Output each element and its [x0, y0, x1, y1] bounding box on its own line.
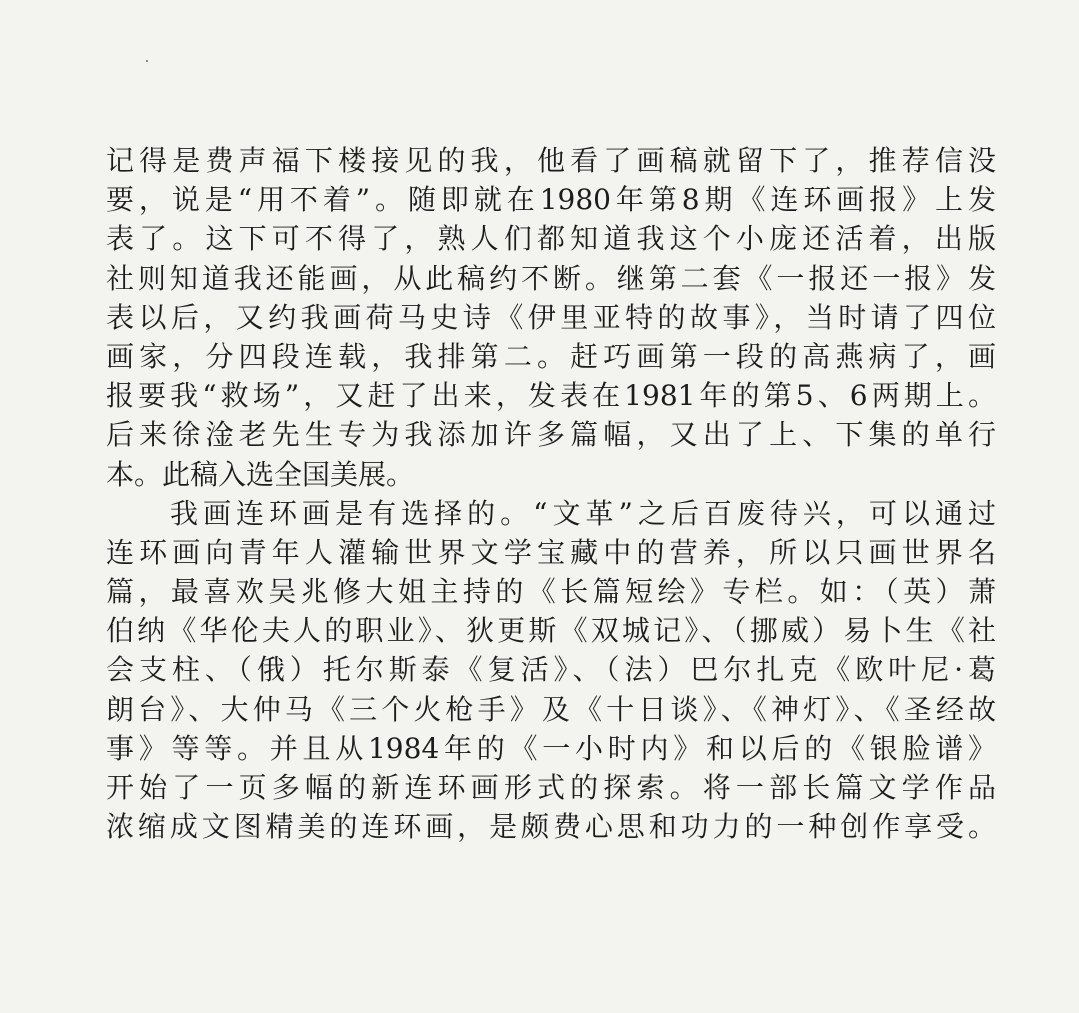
text-line: 会支柱、（俄）托尔斯泰《复活》、（法）巴尔扎克《欧叶尼·葛 [106, 653, 996, 687]
text-line: 表以后，又约我画荷马史诗《伊里亚特的故事》，当时请了四位 [106, 300, 996, 334]
paragraph-start-line: 我画连环画是有选择的。“文革”之后百废待兴，可以通过 [170, 496, 996, 530]
text-line: 篇，最喜欢吴兆修大姐主持的《长篇短绘》专栏。如：（英）萧 [106, 575, 996, 609]
text-line: 浓缩成文图精美的连环画，是颇费心思和功力的一种创作享受。 [106, 810, 996, 844]
text-line: 画家，分四段连载，我排第二。赶巧画第一段的高燕病了，画 [106, 339, 996, 373]
text-line: 朗台》、大仲马《三个火枪手》及《十日谈》、《神灯》、《圣经故 [106, 692, 996, 726]
text-line: 后来徐淦老先生专为我添加许多篇幅，又出了上、下集的单行 [106, 418, 996, 452]
ink-speck [146, 60, 148, 62]
text-line: 记得是费声福下楼接见的我，他看了画稿就留下了，推荐信没 [106, 144, 996, 177]
text-line: 报要我“救场”，又赶了出来，发表在1981年的第5、6两期上。 [106, 379, 996, 413]
body-text [106, 141, 996, 846]
text-line: 事》等等。并且从1984年的《一小时内》和以后的《银脸谱》 [106, 731, 996, 765]
text-line: 社则知道我还能画，从此稿约不断。继第二套《一报还一报》发 [106, 261, 996, 295]
text-line: 要，说是“用不着”。随即就在1980年第8期《连环画报》上发 [106, 183, 996, 217]
text-line: 伯纳《华伦夫人的职业》、狄更斯《双城记》、（挪威）易卜生《社 [106, 614, 996, 648]
text-line: 开始了一页多幅的新连环画形式的探索。将一部长篇文学作品 [106, 771, 996, 804]
text-line: 表了。这下可不得了，熟人们都知道我这个小庞还活着，出版 [106, 222, 996, 256]
paragraph-end-line: 本。此稿入选全国美展。 [106, 457, 415, 491]
text-line: 连环画向青年人灌输世界文学宝藏中的营养，所以只画世界名 [106, 535, 996, 569]
